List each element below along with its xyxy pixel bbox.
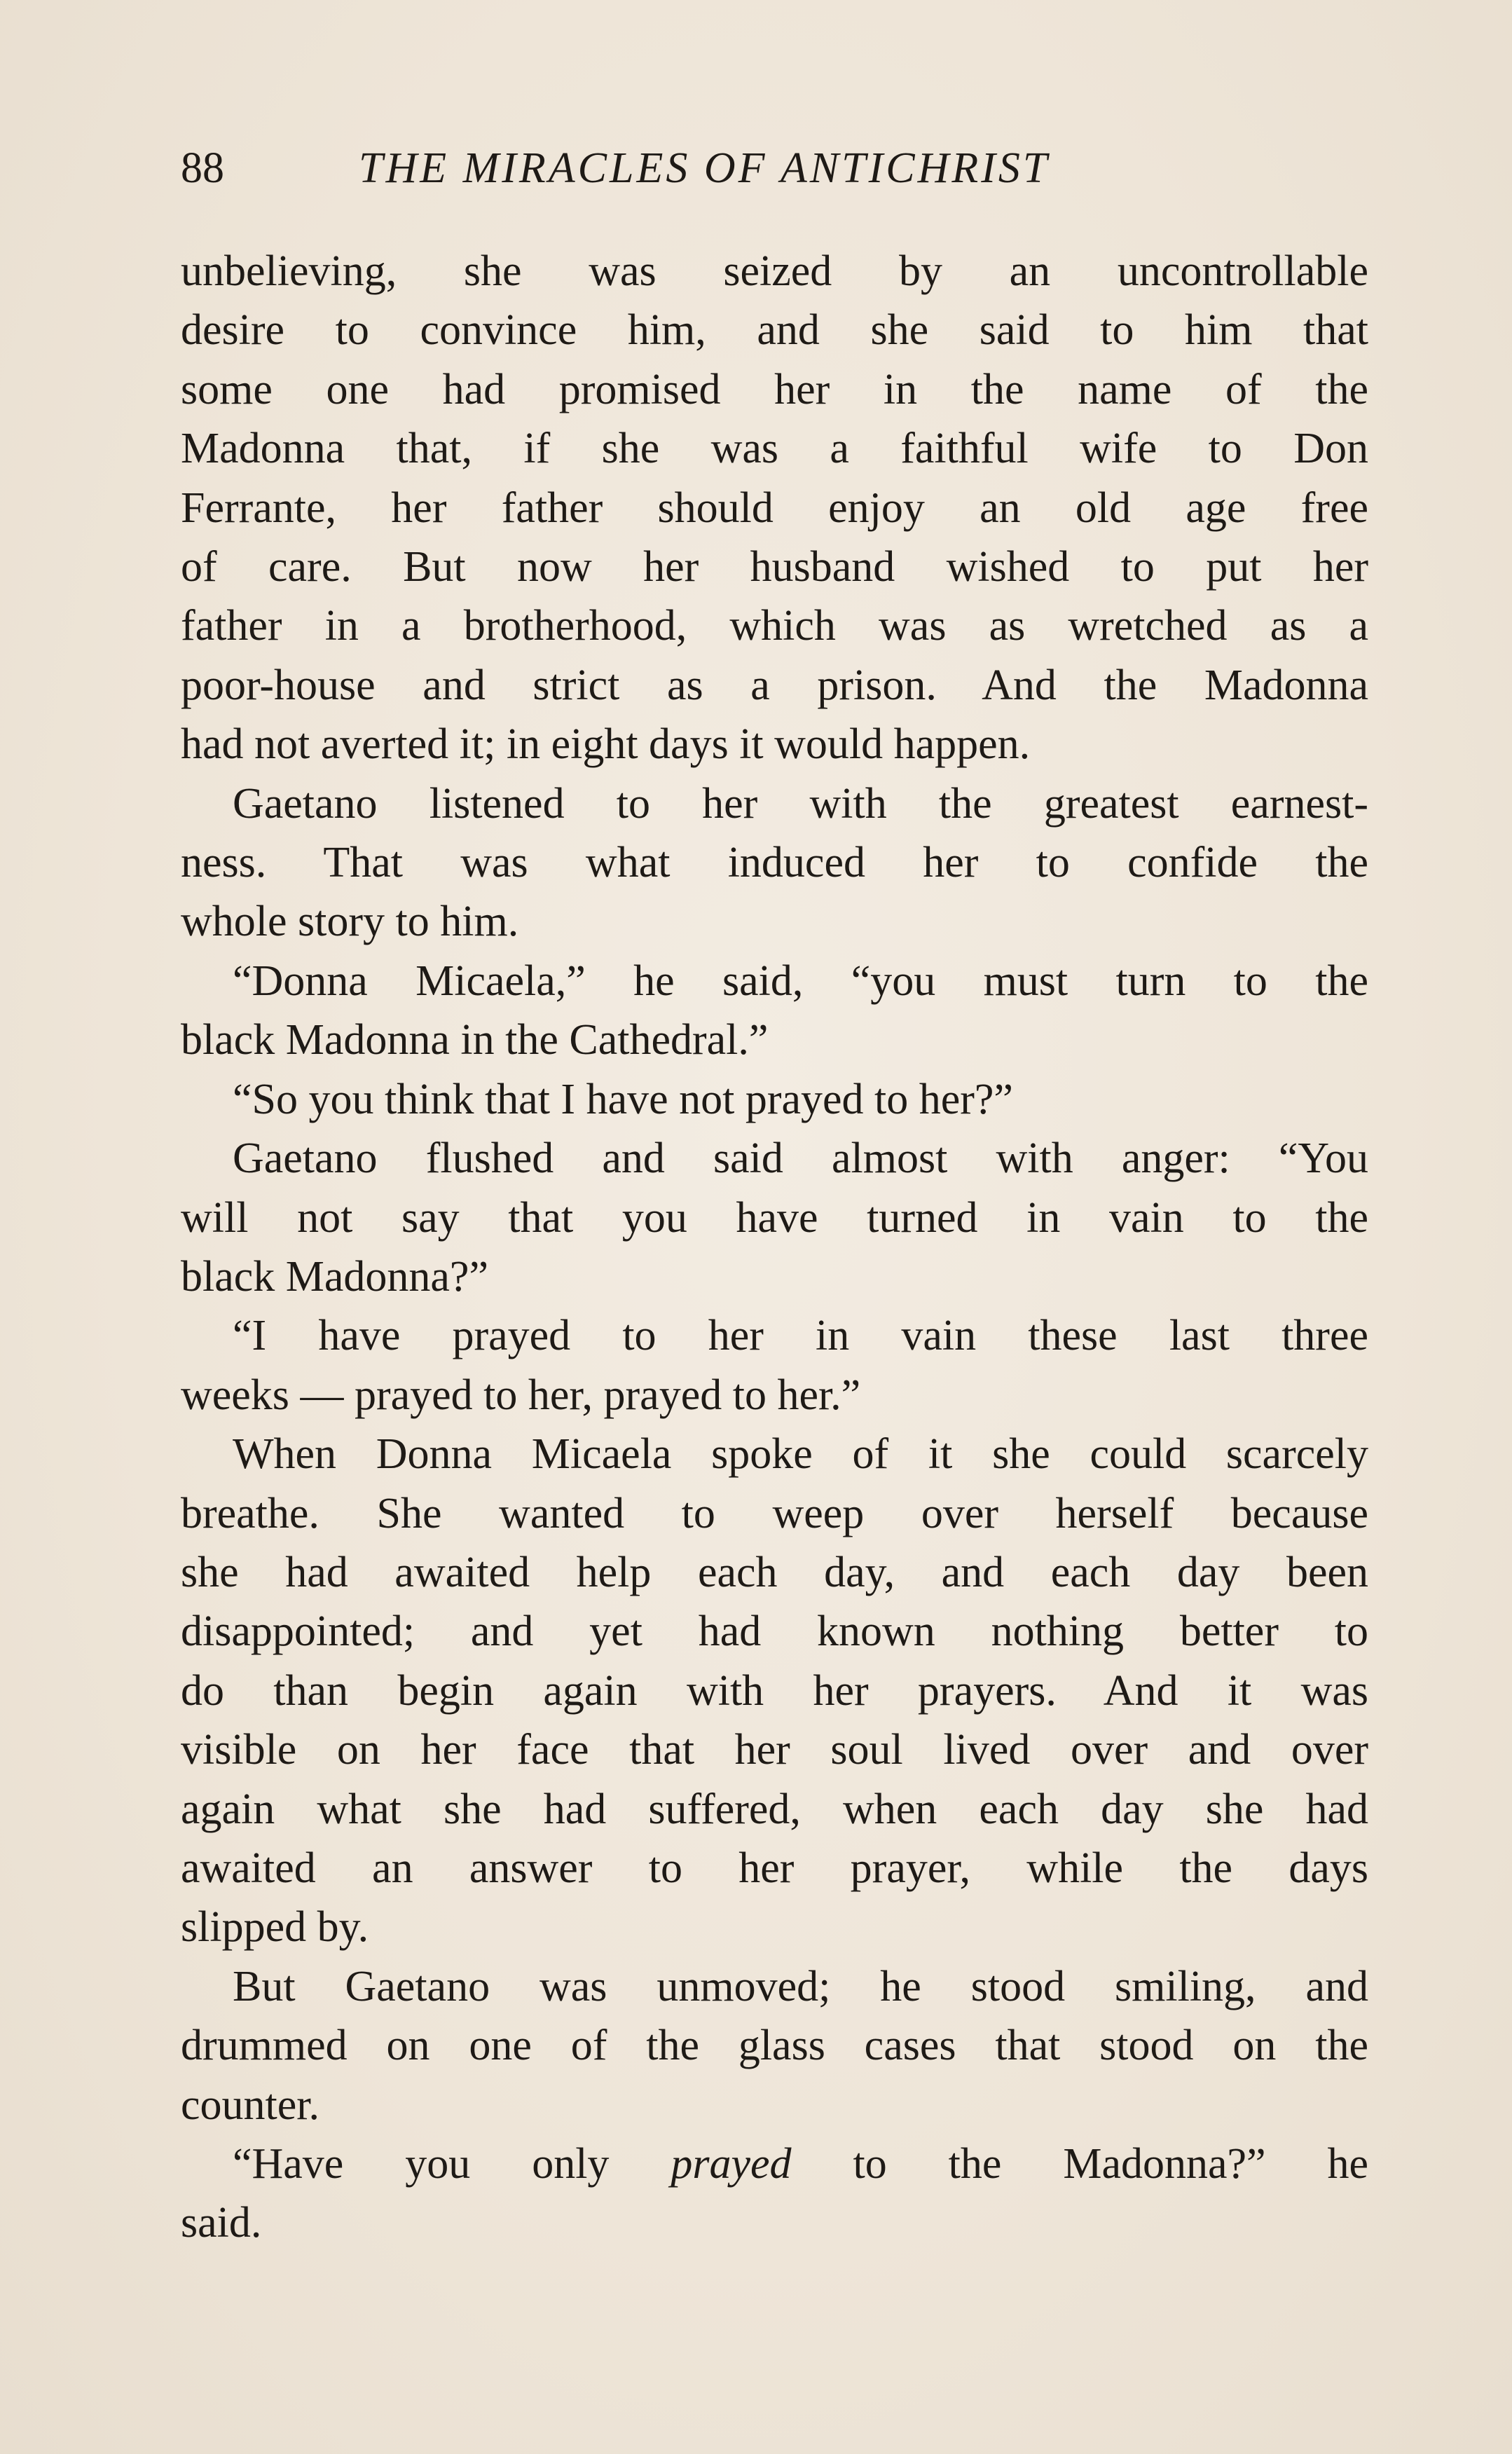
text-line: Gaetano flushed and said almost with anger: “You <box>233 1135 1368 1183</box>
text-line: she had awaited help each day, and each day been <box>181 1548 1368 1596</box>
text-line: father in a brotherhood, which was as wretched as a <box>181 602 1368 650</box>
text-line: of care. But now her husband wished to put her <box>181 543 1368 591</box>
emphasized-word: prayed <box>671 2140 792 2188</box>
paragraph <box>181 952 1368 1070</box>
text-line: had not averted it; in eight days it would happen. <box>181 720 1031 769</box>
text-line: “Donna Micaela,” he said, “you must turn to the <box>233 957 1368 1005</box>
paragraph <box>181 242 1368 774</box>
paragraph <box>181 1957 1368 2134</box>
text-line: black Madonna in the Cathedral.” <box>181 1016 769 1064</box>
text-line: will not say that you have turned in vain to the <box>181 1193 1368 1242</box>
text-line <box>181 2193 1368 2252</box>
text-line: “I have prayed to her in vain these last three <box>233 1312 1368 1360</box>
paragraph <box>181 1129 1368 1306</box>
paragraph <box>181 1070 1368 1129</box>
text-line: Ferrante, her father should enjoy an old age free <box>181 484 1368 532</box>
text-line: some one had promised her in the name of the <box>181 365 1368 413</box>
text-line: black Madonna?” <box>181 1252 488 1301</box>
text-line: disappointed; and yet had known nothing better to <box>181 1608 1368 1656</box>
text-segment: said. <box>181 2199 262 2247</box>
paragraph <box>181 2134 1368 2253</box>
text-line: But Gaetano was unmoved; he stood smiling, and <box>233 1962 1368 2010</box>
text-line: again what she had suffered, when each day she had <box>181 1785 1368 1833</box>
text-line: desire to convince him, and she said to him that <box>181 306 1368 355</box>
text-line: Gaetano listened to her with the greatest earnest- <box>233 779 1368 828</box>
text-line: weeks — prayed to her, prayed to her.” <box>181 1371 861 1419</box>
text-line: whole story to him. <box>181 898 519 946</box>
text-line: “So you think that I have not prayed to her?” <box>233 1075 1013 1123</box>
text-line: counter. <box>181 2081 319 2129</box>
body-text <box>181 242 1368 2253</box>
text-segment: to the Madonna?” he <box>791 2140 1368 2188</box>
text-line: poor-house and strict as a prison. And the Madonna <box>181 661 1368 709</box>
paragraph <box>181 1425 1368 1957</box>
paragraph <box>181 774 1368 952</box>
text-line: breathe. She wanted to weep over herself because <box>181 1489 1368 1537</box>
text-line: unbelieving, she was seized by an uncontrollable <box>181 247 1368 295</box>
running-head: THE MIRACLES OF ANTICHRIST <box>359 144 1050 192</box>
text-line: slipped by. <box>181 1903 369 1952</box>
text-line: awaited an answer to her prayer, while the days <box>181 1844 1368 1892</box>
text-line: Madonna that, if she was a faithful wife to Don <box>181 425 1368 473</box>
text-line: ness. That was what induced her to confide the <box>181 839 1368 887</box>
text-line: When Donna Micaela spoke of it she could scarcely <box>233 1430 1368 1479</box>
paragraph <box>181 1306 1368 1425</box>
text-line: do than begin again with her prayers. And it was <box>181 1666 1368 1715</box>
text-line: visible on her face that her soul lived over and over <box>181 1726 1368 1774</box>
text-line <box>181 2134 1368 2193</box>
text-line: drummed on one of the glass cases that stood on the <box>181 2022 1368 2070</box>
text-segment: “Have you only <box>233 2140 671 2188</box>
page-header <box>181 144 1372 193</box>
page-number: 88 <box>181 144 224 192</box>
